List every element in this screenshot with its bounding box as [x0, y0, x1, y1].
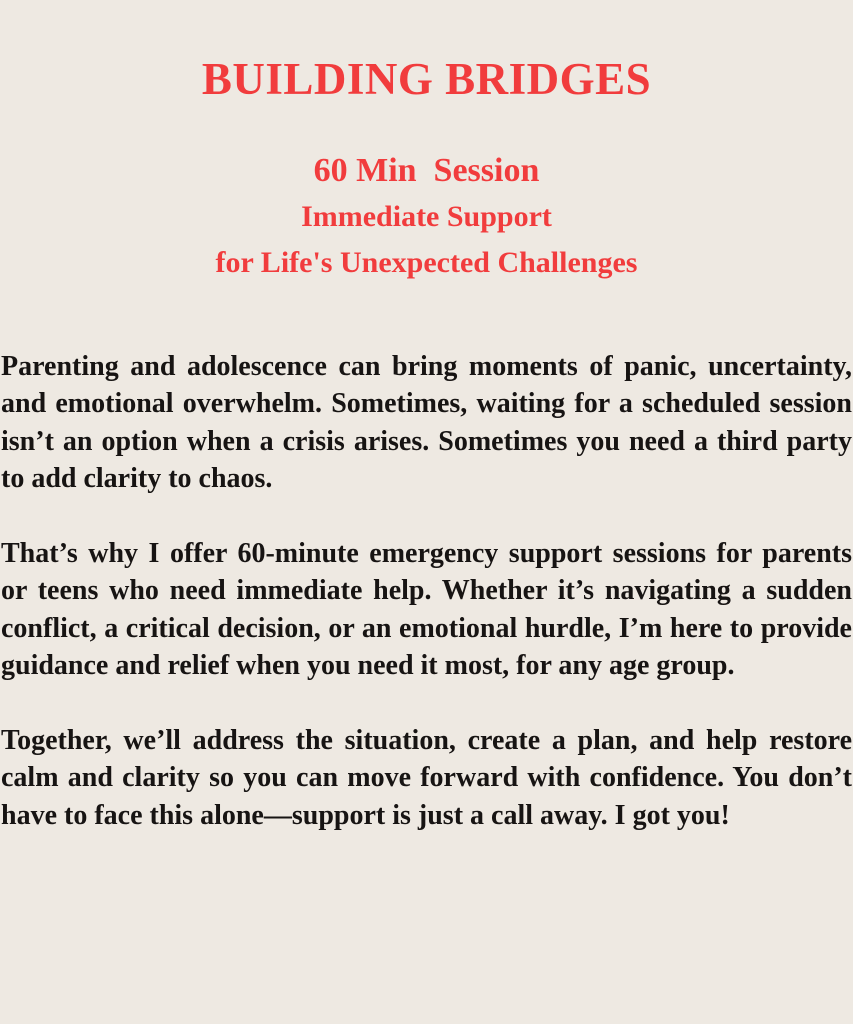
- body-paragraph-offer: That’s why I offer 60-minute emergency support sessions for parents or teens who need immediate help. Whether it’s navigating a sudden conflict, a critical decision, or an emotional hurdle, I’m here to provide guidance and relief when you need it most, for any age group.: [1, 537, 852, 682]
- page-title: BUILDING BRIDGES: [201, 54, 652, 104]
- body-paragraph-closing: Together, we’ll address the situation, create a plan, and help restore calm and clarity so you can move forward with confidence. You don’t have to face this alone—support is just a call away. I got you!: [1, 724, 852, 831]
- subtitle-challenges: for Life's Unexpected Challenges: [215, 245, 638, 279]
- body-copy: [0, 348, 853, 835]
- body-paragraph-intro: Parenting and adolescence can bring moments of panic, uncertainty, and emotional overwhelm. Sometimes, waiting for a scheduled session isn’t an option when a crisis arises. Sometimes you need a third party to add clarity to chaos.: [1, 350, 852, 495]
- session-duration-heading: 60 Min Session: [313, 151, 540, 189]
- subtitle-immediate-support: Immediate Support: [301, 199, 552, 233]
- flyer-header: [0, 0, 853, 286]
